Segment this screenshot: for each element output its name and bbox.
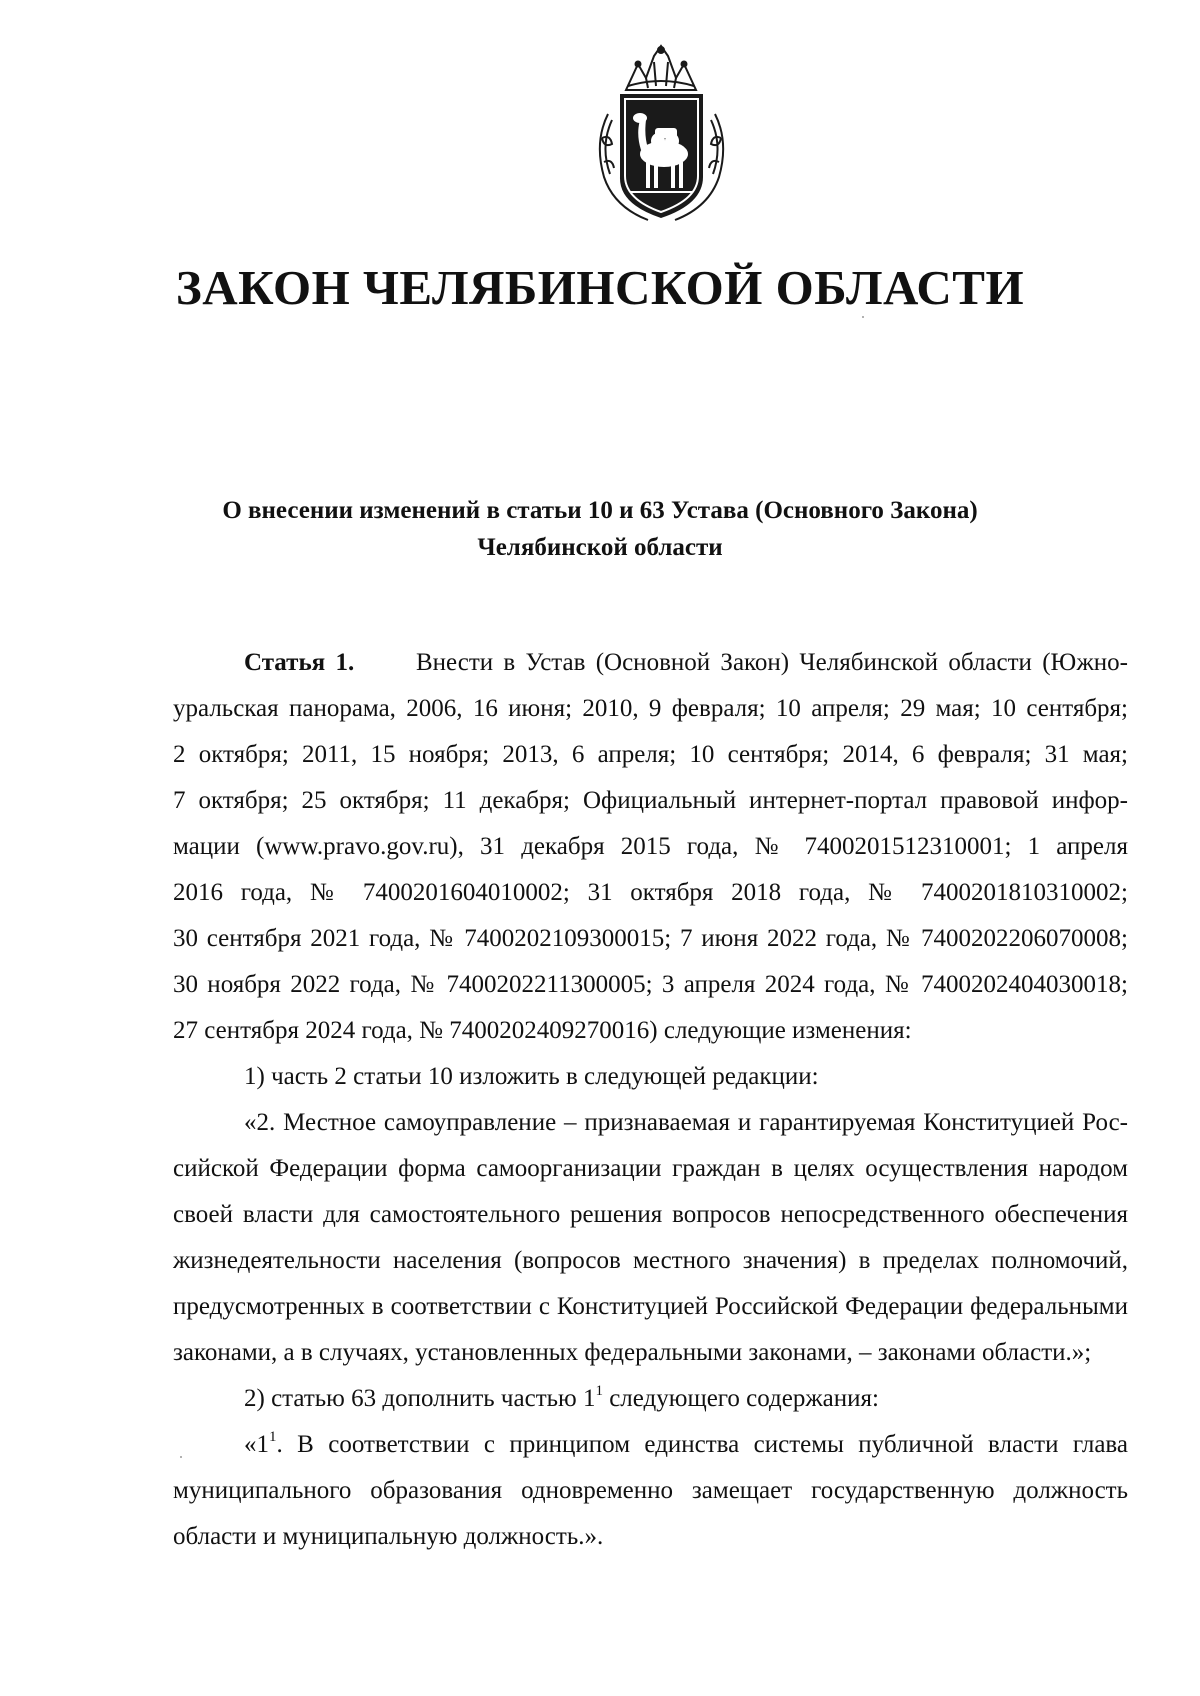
article-1 <box>173 640 1128 1560</box>
superscript: 1 <box>269 1428 277 1445</box>
law-subtitle <box>0 492 1200 566</box>
item-2-intro-text: 2) статью 63 дополнить частью 1 <box>244 1385 596 1412</box>
item-2-quote-line: муниципального образования одновременно замещает государственную должность <box>173 1477 1128 1504</box>
item-2-intro-text: следующего содержания: <box>602 1385 879 1412</box>
chelyabinsk-coat-of-arms-icon <box>588 42 735 227</box>
article-text-line: мации (www.pravo.gov.ru), 31 декабря 2015 года, № 7400201512310001; 1 апреля <box>173 833 1128 860</box>
article-text-line: 2016 года, № 7400201604010002; 31 октября 2018 года, № 7400201810310002; <box>173 879 1128 906</box>
article-text-line: 30 сентября 2021 года, № 7400202109300015; 7 июня 2022 года, № 7400202206070008; <box>173 925 1128 952</box>
item-1-quote-line: «2. Местное самоуправление – признаваемая и гарантируемая Конституцией Рос- <box>244 1109 1128 1136</box>
item-1-quote-line: своей власти для самостоятельного решения вопросов непосредственного обеспечения <box>173 1201 1128 1228</box>
item-2-quote-text: «1 <box>244 1431 269 1458</box>
article-label: Статья 1. <box>244 649 355 676</box>
item-1-intro: 1) часть 2 статьи 10 изложить в следующей редакции: <box>244 1063 819 1090</box>
article-text-line: 27 сентября 2024 года, № 7400202409270016) следующие изменения: <box>173 1017 912 1044</box>
subtitle-line: Челябинской области <box>477 534 723 561</box>
item-2-quote-line: области и муниципальную должность.». <box>173 1523 604 1550</box>
article-text-line: уральская панорама, 2006, 16 июня; 2010, 9 февраля; 10 апреля; 29 мая; 10 сентября; <box>173 695 1128 722</box>
scan-speck <box>180 1456 182 1458</box>
item-1-quote-line: законами, а в случаях, установленных федеральными законами, – законами области.»; <box>173 1339 1092 1366</box>
item-2-intro <box>173 1376 1128 1422</box>
item-1-quote-line: сийской Федерации форма самоорганизации граждан в целях осуществления народом <box>173 1155 1128 1182</box>
article-text: Внести в Устав (Основной Закон) Челябинской области (Южно- <box>415 649 1128 676</box>
article-text-line: 7 октября; 25 октября; 11 декабря; Официальный интернет-портал правовой инфор- <box>173 787 1128 814</box>
item-1-quote-line: жизнедеятельности населения (вопросов местного значения) в пределах полномочий, <box>173 1247 1128 1274</box>
article-1-first-line <box>173 640 1128 686</box>
law-title: ЗАКОН ЧЕЛЯБИНСКОЙ ОБЛАСТИ <box>175 260 1025 315</box>
scan-speck <box>862 316 864 318</box>
item-2-quote-text: . В соответствии с принципом единства системы публичной власти глава <box>276 1431 1128 1458</box>
article-text-line: 30 ноября 2022 года, № 7400202211300005; 3 апреля 2024 года, № 7400202404030018; <box>173 971 1128 998</box>
item-1-quote-line: предусмотренных в соответствии с Конституцией Российской Федерации федеральными <box>173 1293 1128 1320</box>
subtitle-line: О внесении изменений в статьи 10 и 63 Устава (Основного Закона) <box>222 497 978 524</box>
article-text-line: 2 октября; 2011, 15 ноября; 2013, 6 апреля; 10 сентября; 2014, 6 февраля; 31 мая; <box>173 741 1128 768</box>
superscript: 1 <box>595 1382 603 1399</box>
item-2-quote-line <box>173 1422 1128 1468</box>
